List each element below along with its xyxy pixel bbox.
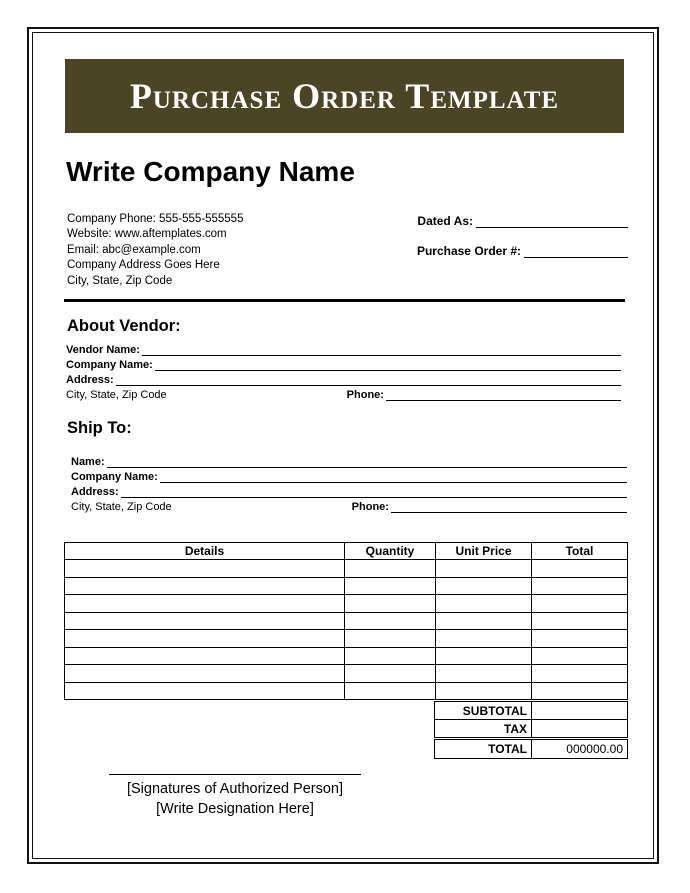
company-phone: Company Phone: 555-555-555555	[67, 213, 244, 225]
vendor-address-row	[66, 371, 621, 386]
company-address: Company Address Goes Here	[67, 259, 220, 272]
signature-caption: [Signatures of Authorized Person]	[126, 781, 344, 797]
header-divider	[64, 299, 625, 302]
unit-price-cell[interactable]	[436, 630, 532, 648]
quantity-cell[interactable]	[345, 560, 436, 578]
tax-label: TAX	[435, 720, 532, 739]
header-unit-price: Unit Price	[436, 543, 532, 560]
unit-price-cell[interactable]	[436, 647, 532, 665]
ship-to-fields	[71, 453, 627, 513]
dated-field[interactable]	[476, 215, 628, 228]
quantity-cell[interactable]	[345, 647, 436, 665]
ship-city-row	[71, 498, 627, 513]
total-value[interactable]: 000000.00	[532, 739, 628, 759]
vendor-fields	[66, 341, 621, 401]
vendor-address-field[interactable]	[116, 374, 621, 386]
details-cell[interactable]	[65, 682, 345, 700]
title-banner	[65, 59, 624, 133]
table-row	[65, 647, 628, 665]
document-title: Purchase Order Template	[129, 76, 560, 116]
ship-to-section-title: Ship To:	[67, 419, 132, 437]
ship-name-row	[71, 453, 627, 468]
unit-price-cell[interactable]	[436, 595, 532, 613]
ship-name-label: Name:	[71, 456, 105, 468]
ship-city-label: City, State, Zip Code	[71, 501, 172, 513]
total-cell[interactable]	[532, 682, 628, 700]
items-body	[65, 560, 628, 700]
details-cell[interactable]	[65, 560, 345, 578]
unit-price-cell[interactable]	[436, 682, 532, 700]
company-name: Write Company Name	[66, 156, 355, 187]
ship-name-field[interactable]	[107, 456, 627, 468]
header-details: Details	[65, 543, 345, 560]
vendor-phone-field[interactable]	[386, 389, 621, 401]
quantity-cell[interactable]	[345, 682, 436, 700]
total-row	[435, 739, 628, 759]
vendor-company-row	[66, 356, 621, 371]
ship-company-row	[71, 468, 627, 483]
company-contact-list	[67, 212, 243, 288]
vendor-phone-label: Phone:	[346, 389, 384, 401]
ship-address-field[interactable]	[121, 486, 627, 498]
ship-phone-label: Phone:	[351, 501, 389, 513]
quantity-cell[interactable]	[345, 595, 436, 613]
vendor-address-label: Address:	[66, 374, 114, 386]
company-city: City, State, Zip Code	[67, 274, 173, 287]
tax-row	[435, 720, 628, 739]
items-table	[64, 542, 628, 700]
total-label: TOTAL	[435, 739, 532, 759]
total-cell[interactable]	[532, 665, 628, 683]
totals-table	[434, 701, 628, 759]
total-cell[interactable]	[532, 612, 628, 630]
ship-phone-field[interactable]	[391, 501, 627, 513]
dated-label: Dated As:	[417, 214, 473, 228]
order-meta	[380, 212, 628, 272]
total-cell[interactable]	[532, 630, 628, 648]
vendor-city-row	[66, 386, 621, 401]
table-row	[65, 630, 628, 648]
tax-value[interactable]	[532, 720, 628, 739]
ship-address-label: Address:	[71, 486, 119, 498]
designation-caption: [Write Designation Here]	[156, 801, 314, 817]
subtotal-value[interactable]	[532, 702, 628, 720]
ship-company-field[interactable]	[160, 471, 627, 483]
details-cell[interactable]	[65, 665, 345, 683]
details-cell[interactable]	[65, 647, 345, 665]
quantity-cell[interactable]	[345, 630, 436, 648]
unit-price-cell[interactable]	[436, 577, 532, 595]
vendor-name-row	[66, 341, 621, 356]
header-quantity: Quantity	[345, 543, 436, 560]
vendor-section-title: About Vendor:	[67, 317, 181, 335]
vendor-company-label: Company Name:	[66, 359, 153, 371]
details-cell[interactable]	[65, 612, 345, 630]
details-cell[interactable]	[65, 630, 345, 648]
table-row	[65, 560, 628, 578]
total-cell[interactable]	[532, 560, 628, 578]
items-header-row	[65, 543, 628, 560]
table-row	[65, 577, 628, 595]
vendor-company-field[interactable]	[155, 359, 621, 371]
quantity-cell[interactable]	[345, 612, 436, 630]
po-number-field[interactable]	[524, 245, 628, 258]
quantity-cell[interactable]	[345, 665, 436, 683]
dated-row	[380, 212, 628, 228]
table-row	[65, 612, 628, 630]
total-cell[interactable]	[532, 577, 628, 595]
table-row	[65, 682, 628, 700]
company-website: Website: www.aftemplates.com	[67, 228, 227, 241]
header-total: Total	[532, 543, 628, 560]
subtotal-row	[435, 702, 628, 720]
total-cell[interactable]	[532, 647, 628, 665]
po-label: Purchase Order #:	[416, 244, 521, 258]
vendor-name-field[interactable]	[142, 344, 621, 356]
table-row	[65, 665, 628, 683]
vendor-name-label: Vendor Name:	[66, 344, 140, 356]
unit-price-cell[interactable]	[436, 560, 532, 578]
ship-address-row	[71, 483, 627, 498]
po-row	[380, 242, 628, 258]
ship-company-label: Company Name:	[71, 471, 158, 483]
quantity-cell[interactable]	[345, 577, 436, 595]
unit-price-cell[interactable]	[436, 665, 532, 683]
signature-line[interactable]	[109, 774, 361, 775]
details-cell[interactable]	[65, 577, 345, 595]
unit-price-cell[interactable]	[436, 612, 532, 630]
company-email: Email: abc@example.com	[67, 243, 201, 256]
total-cell[interactable]	[532, 595, 628, 613]
table-row	[65, 595, 628, 613]
subtotal-label: SUBTOTAL	[435, 702, 532, 720]
vendor-city-label: City, State, Zip Code	[66, 389, 167, 401]
details-cell[interactable]	[65, 595, 345, 613]
